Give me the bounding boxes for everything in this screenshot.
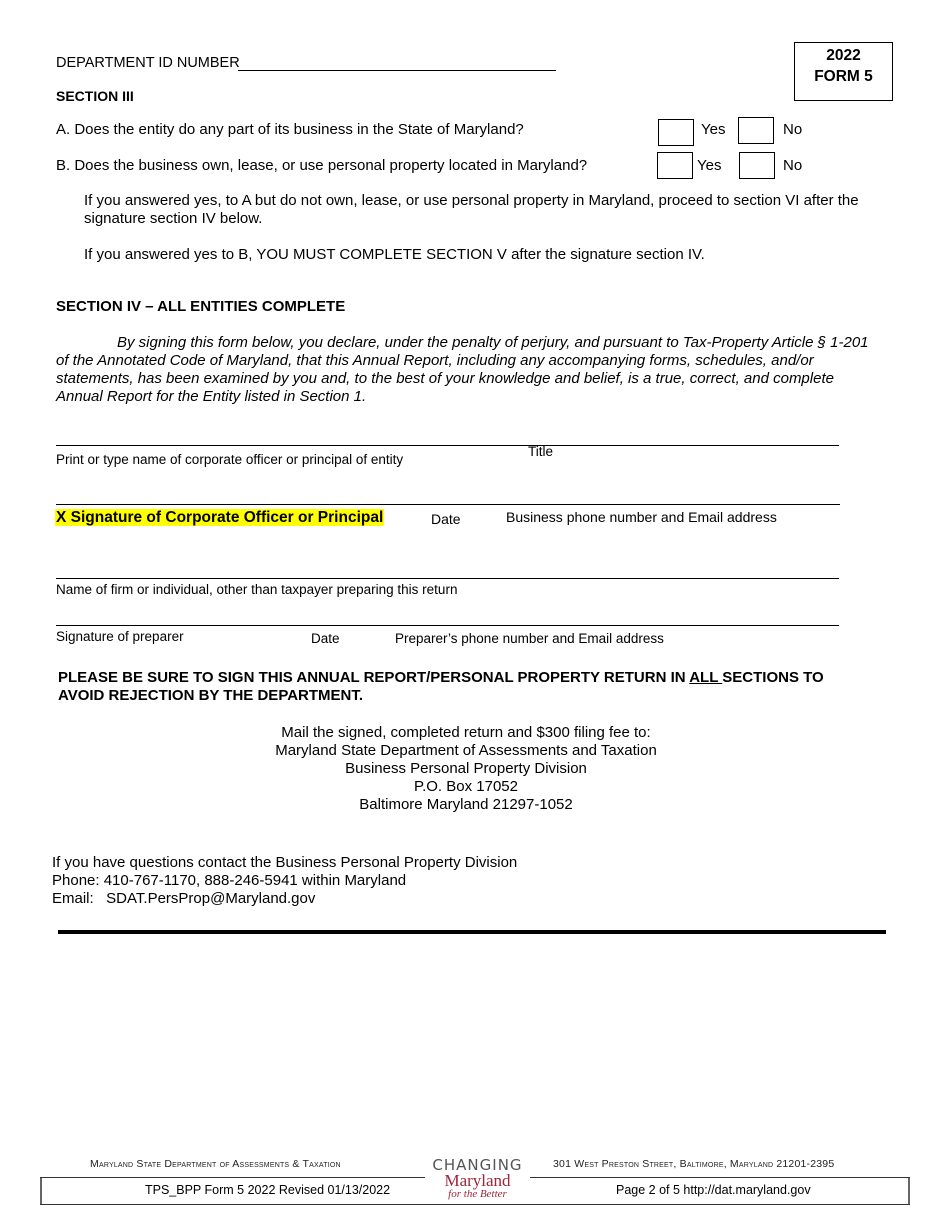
contact-line: If you have questions contact the Business Personal Property Division	[52, 854, 518, 871]
firm-name-line[interactable]	[56, 578, 839, 579]
question-a-yes-label: Yes	[701, 121, 726, 138]
preparer-phone-label: Preparer’s phone number and Email address	[395, 631, 664, 646]
perjury-declaration: By signing this form below, you declare, under the penalty of perjury, and pursuant to Tax-Property Article § 1-201 of the Annotated Code of Maryland, that this Annual Report, including any accompanying forms, schedules, and/or statements, has been examined by you and, to the best of your knowledge and belief, is a true, correct, and complete Annual Report for the Entity listed in Section 1.	[56, 334, 869, 405]
question-a-no-label: No	[783, 121, 803, 138]
logo-changing-text: CHANGING	[432, 1156, 523, 1174]
preparer-signature-line[interactable]	[56, 625, 839, 626]
footer-right-edge	[908, 1178, 910, 1204]
footer-agency: Maryland State Department of Assessments & Taxation	[90, 1158, 341, 1170]
mailing-line: Business Personal Property Division	[345, 760, 587, 777]
mailing-line: P.O. Box 17052	[414, 778, 518, 795]
section-4-title: SECTION IV – ALL ENTITIES COMPLETE	[56, 298, 346, 315]
section-3-title: SECTION III	[56, 88, 134, 104]
footer-page-info: Page 2 of 5 http://dat.maryland.gov	[616, 1183, 811, 1197]
firm-name-label: Name of firm or individual, other than taxpayer preparing this return	[56, 582, 458, 597]
contact-phone: Phone: 410-767-1170, 888-246-5941 within Maryland	[52, 872, 407, 889]
contact-info	[52, 854, 517, 908]
logo-tagline-text: for the Better	[448, 1188, 507, 1200]
business-phone-label: Business phone number and Email address	[506, 509, 777, 525]
officer-name-label: Print or type name of corporate officer or principal of entity	[56, 452, 404, 467]
department-id-field[interactable]	[238, 70, 556, 71]
form-name: FORM 5	[814, 68, 873, 85]
signature-date-label: Date	[431, 511, 461, 527]
footer-left-edge	[40, 1178, 42, 1204]
department-id-label: DEPARTMENT ID NUMBER	[56, 55, 240, 71]
officer-signature-label: X Signature of Corporate Officer or Principal	[56, 509, 384, 526]
form-year: 2022	[826, 47, 861, 64]
question-a-no-checkbox[interactable]	[738, 117, 774, 144]
footer-form-id: TPS_BPP Form 5 2022 Revised 01/13/2022	[145, 1183, 391, 1197]
officer-name-line[interactable]	[56, 445, 839, 446]
mailing-line: Baltimore Maryland 21297-1052	[359, 796, 573, 813]
mailing-line: Mail the signed, completed return and $300 filing fee to:	[281, 724, 651, 741]
preparer-date-label: Date	[311, 631, 340, 646]
section-3-note-2: If you answered yes to B, YOU MUST COMPLETE SECTION V after the signature section IV.	[84, 246, 705, 263]
mailing-instructions	[0, 724, 932, 814]
preparer-signature-label: Signature of preparer	[56, 629, 184, 644]
section-3-note-1: If you answered yes, to A but do not own, lease, or use personal property in Maryland, proceed to section VI after the signature section IV below.	[84, 192, 859, 227]
question-a-yes-checkbox[interactable]	[658, 119, 694, 146]
question-b: B. Does the business own, lease, or use personal property located in Maryland?	[56, 157, 588, 174]
mailing-line: Maryland State Department of Assessments and Taxation	[275, 742, 657, 759]
footer-address: 301 West Preston Street, Baltimore, Maryland 21201-2395	[553, 1158, 835, 1170]
signing-warning-line-2: AVOID REJECTION BY THE DEPARTMENT.	[58, 687, 364, 704]
question-b-no-label: No	[783, 157, 803, 174]
form-id-box	[794, 42, 893, 101]
contact-email[interactable]: Email: SDAT.PersProp@Maryland.gov	[52, 890, 316, 907]
signature-line[interactable]	[56, 504, 840, 505]
signing-warning: PLEASE BE SURE TO SIGN THIS ANNUAL REPORT/PERSONAL PROPERTY RETURN IN ALL SECTIONS TO	[58, 669, 824, 686]
title-label: Title	[528, 444, 554, 459]
logo-maryland-text: Maryland	[444, 1171, 511, 1190]
question-b-yes-checkbox[interactable]	[657, 152, 693, 179]
footer-bottom-rule	[40, 1204, 910, 1205]
page-divider	[58, 930, 886, 934]
question-b-yes-label: Yes	[697, 157, 722, 174]
question-b-no-checkbox[interactable]	[739, 152, 775, 179]
question-a: A. Does the entity do any part of its business in the State of Maryland?	[56, 121, 524, 138]
changing-maryland-logo	[425, 1157, 530, 1200]
